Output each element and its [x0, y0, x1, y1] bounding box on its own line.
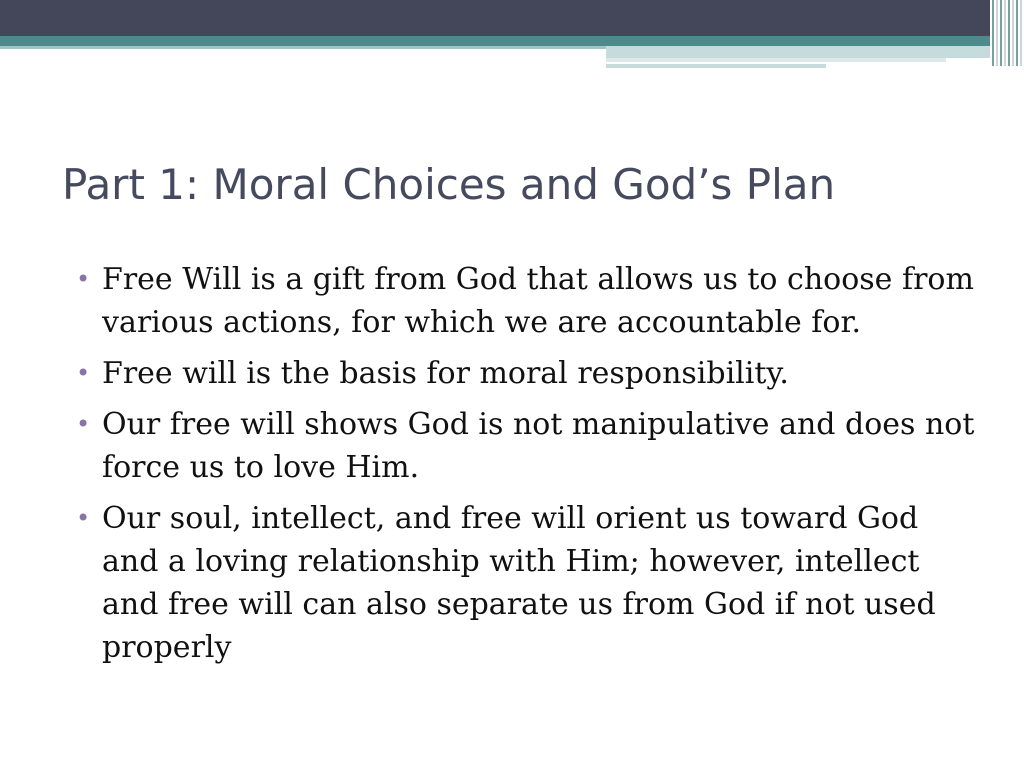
header-stripe: [606, 64, 826, 68]
bullet-marker-icon: •: [76, 410, 91, 438]
bullet-text: Free Will is a gift from God that allows us to choose from various actions, for which we are accountable for.: [102, 262, 974, 340]
corner-line-ornament: [990, 0, 1024, 66]
bullet-text: Free will is the basis for moral responsibility.: [102, 356, 789, 391]
bullet-marker-icon: •: [76, 504, 91, 532]
bullet-text: Our free will shows God is not manipulative and does not force us to love Him.: [102, 407, 975, 485]
bullet-text: Our soul, intellect, and free will orient us toward God and a loving relationship with Him; however, intellect and free will can also separate us from God if not used properly: [102, 501, 936, 665]
bullet-item: [76, 403, 976, 489]
bullet-marker-icon: •: [76, 265, 91, 293]
header-stripe: [606, 46, 1024, 58]
header-stripe: [606, 58, 946, 62]
bullet-item: [76, 258, 976, 344]
header-band-teal: [0, 36, 1024, 46]
bullet-item: [76, 497, 976, 669]
slide-title: Part 1: Moral Choices and God’s Plan: [62, 160, 836, 209]
header-band-dark: [0, 0, 1024, 36]
header-band-teal-light: [0, 46, 606, 49]
bullet-list: [76, 258, 976, 677]
bullet-marker-icon: •: [76, 359, 91, 387]
bullet-item: [76, 352, 976, 395]
